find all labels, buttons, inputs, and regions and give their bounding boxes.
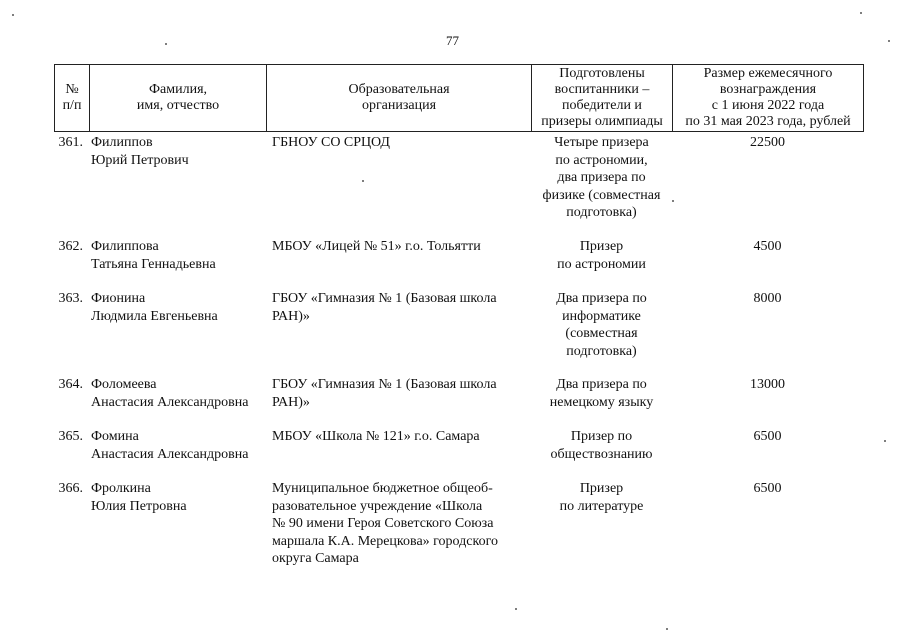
scan-speck [888,40,890,42]
organization: МБОУ «Школа № 121» г.о. Самара [272,429,480,444]
surname: Фролкина [91,481,151,496]
scan-speck [165,43,167,45]
person-name [89,134,266,238]
header-org: Образовательная организация [267,65,532,132]
row-number: 361. [58,135,83,150]
organization: МБОУ «Лицей № 51» г.о. Тольятти [272,239,481,254]
organization: ГБНОУ СО СРЦОД [272,135,390,150]
given-names: Юлия Петровна [91,498,187,514]
person-name [89,238,266,290]
page-number: 77 [446,33,459,48]
organization: Муниципальное бюджетное общеоб- разовательное учреждение «Школа № 90 имени Героя Советского Союза маршала К.А. Мерецкова» городского округа Самара [272,481,498,566]
achievement: Призер по астрономии [557,239,646,272]
achievement: Два призера по немецкому языку [549,377,654,410]
table-header [54,64,864,132]
given-names: Анастасия Александровна [91,446,249,462]
table-row [54,238,863,290]
achievement: Четыре призера по астрономии, два призера по физике (совместная подготовка) [542,135,661,220]
award-amount: 22500 [750,135,785,150]
person-name [89,428,266,480]
given-names: Анастасия Александровна [91,394,249,410]
table-row [54,290,863,376]
header-num: № п/п [55,65,90,132]
surname: Фоломеева [91,377,157,392]
table-row [54,428,863,480]
scan-speck [860,12,862,14]
table-row [54,376,863,428]
given-names: Людмила Евгеньевна [91,308,218,324]
row-number: 364. [58,377,83,392]
row-number: 366. [58,481,83,496]
award-amount: 6500 [753,481,782,496]
awards-table [54,134,863,576]
person-name [89,376,266,428]
scan-speck [12,14,14,16]
scan-speck [884,440,886,442]
person-name [89,480,266,576]
row-number: 363. [58,291,83,306]
award-amount: 8000 [753,291,782,306]
given-names: Татьяна Геннадьевна [91,256,216,272]
scan-speck [362,180,364,182]
person-name [89,290,266,376]
achievement: Призер по обществознанию [550,429,653,462]
given-names: Юрий Петрович [91,152,189,168]
organization: ГБОУ «Гимназия № 1 (Базовая школа РАН)» [272,377,497,410]
header-name: Фамилия, имя, отчество [90,65,267,132]
scan-speck [515,608,517,610]
surname: Филиппова [91,239,159,254]
header-achievement: Подготовлены воспитанники – победители и призеры олимпиады [532,65,673,132]
achievement: Призер по литературе [559,481,644,514]
achievement: Два призера по информатике (совместная подготовка) [556,291,647,359]
row-number: 365. [58,429,83,444]
organization: ГБОУ «Гимназия № 1 (Базовая школа РАН)» [272,291,497,324]
surname: Фионина [91,291,146,306]
award-amount: 6500 [753,429,782,444]
award-amount: 13000 [750,377,785,392]
header-amount: Размер ежемесячного вознаграждения с 1 июня 2022 года по 31 мая 2023 года, рублей [673,65,864,132]
scan-speck [666,628,668,630]
surname: Филиппов [91,135,153,150]
surname: Фомина [91,429,139,444]
header-row [55,65,864,132]
table-row [54,480,863,576]
row-number: 362. [58,239,83,254]
table-row [54,134,863,238]
award-amount: 4500 [753,239,782,254]
scan-speck [672,200,674,202]
